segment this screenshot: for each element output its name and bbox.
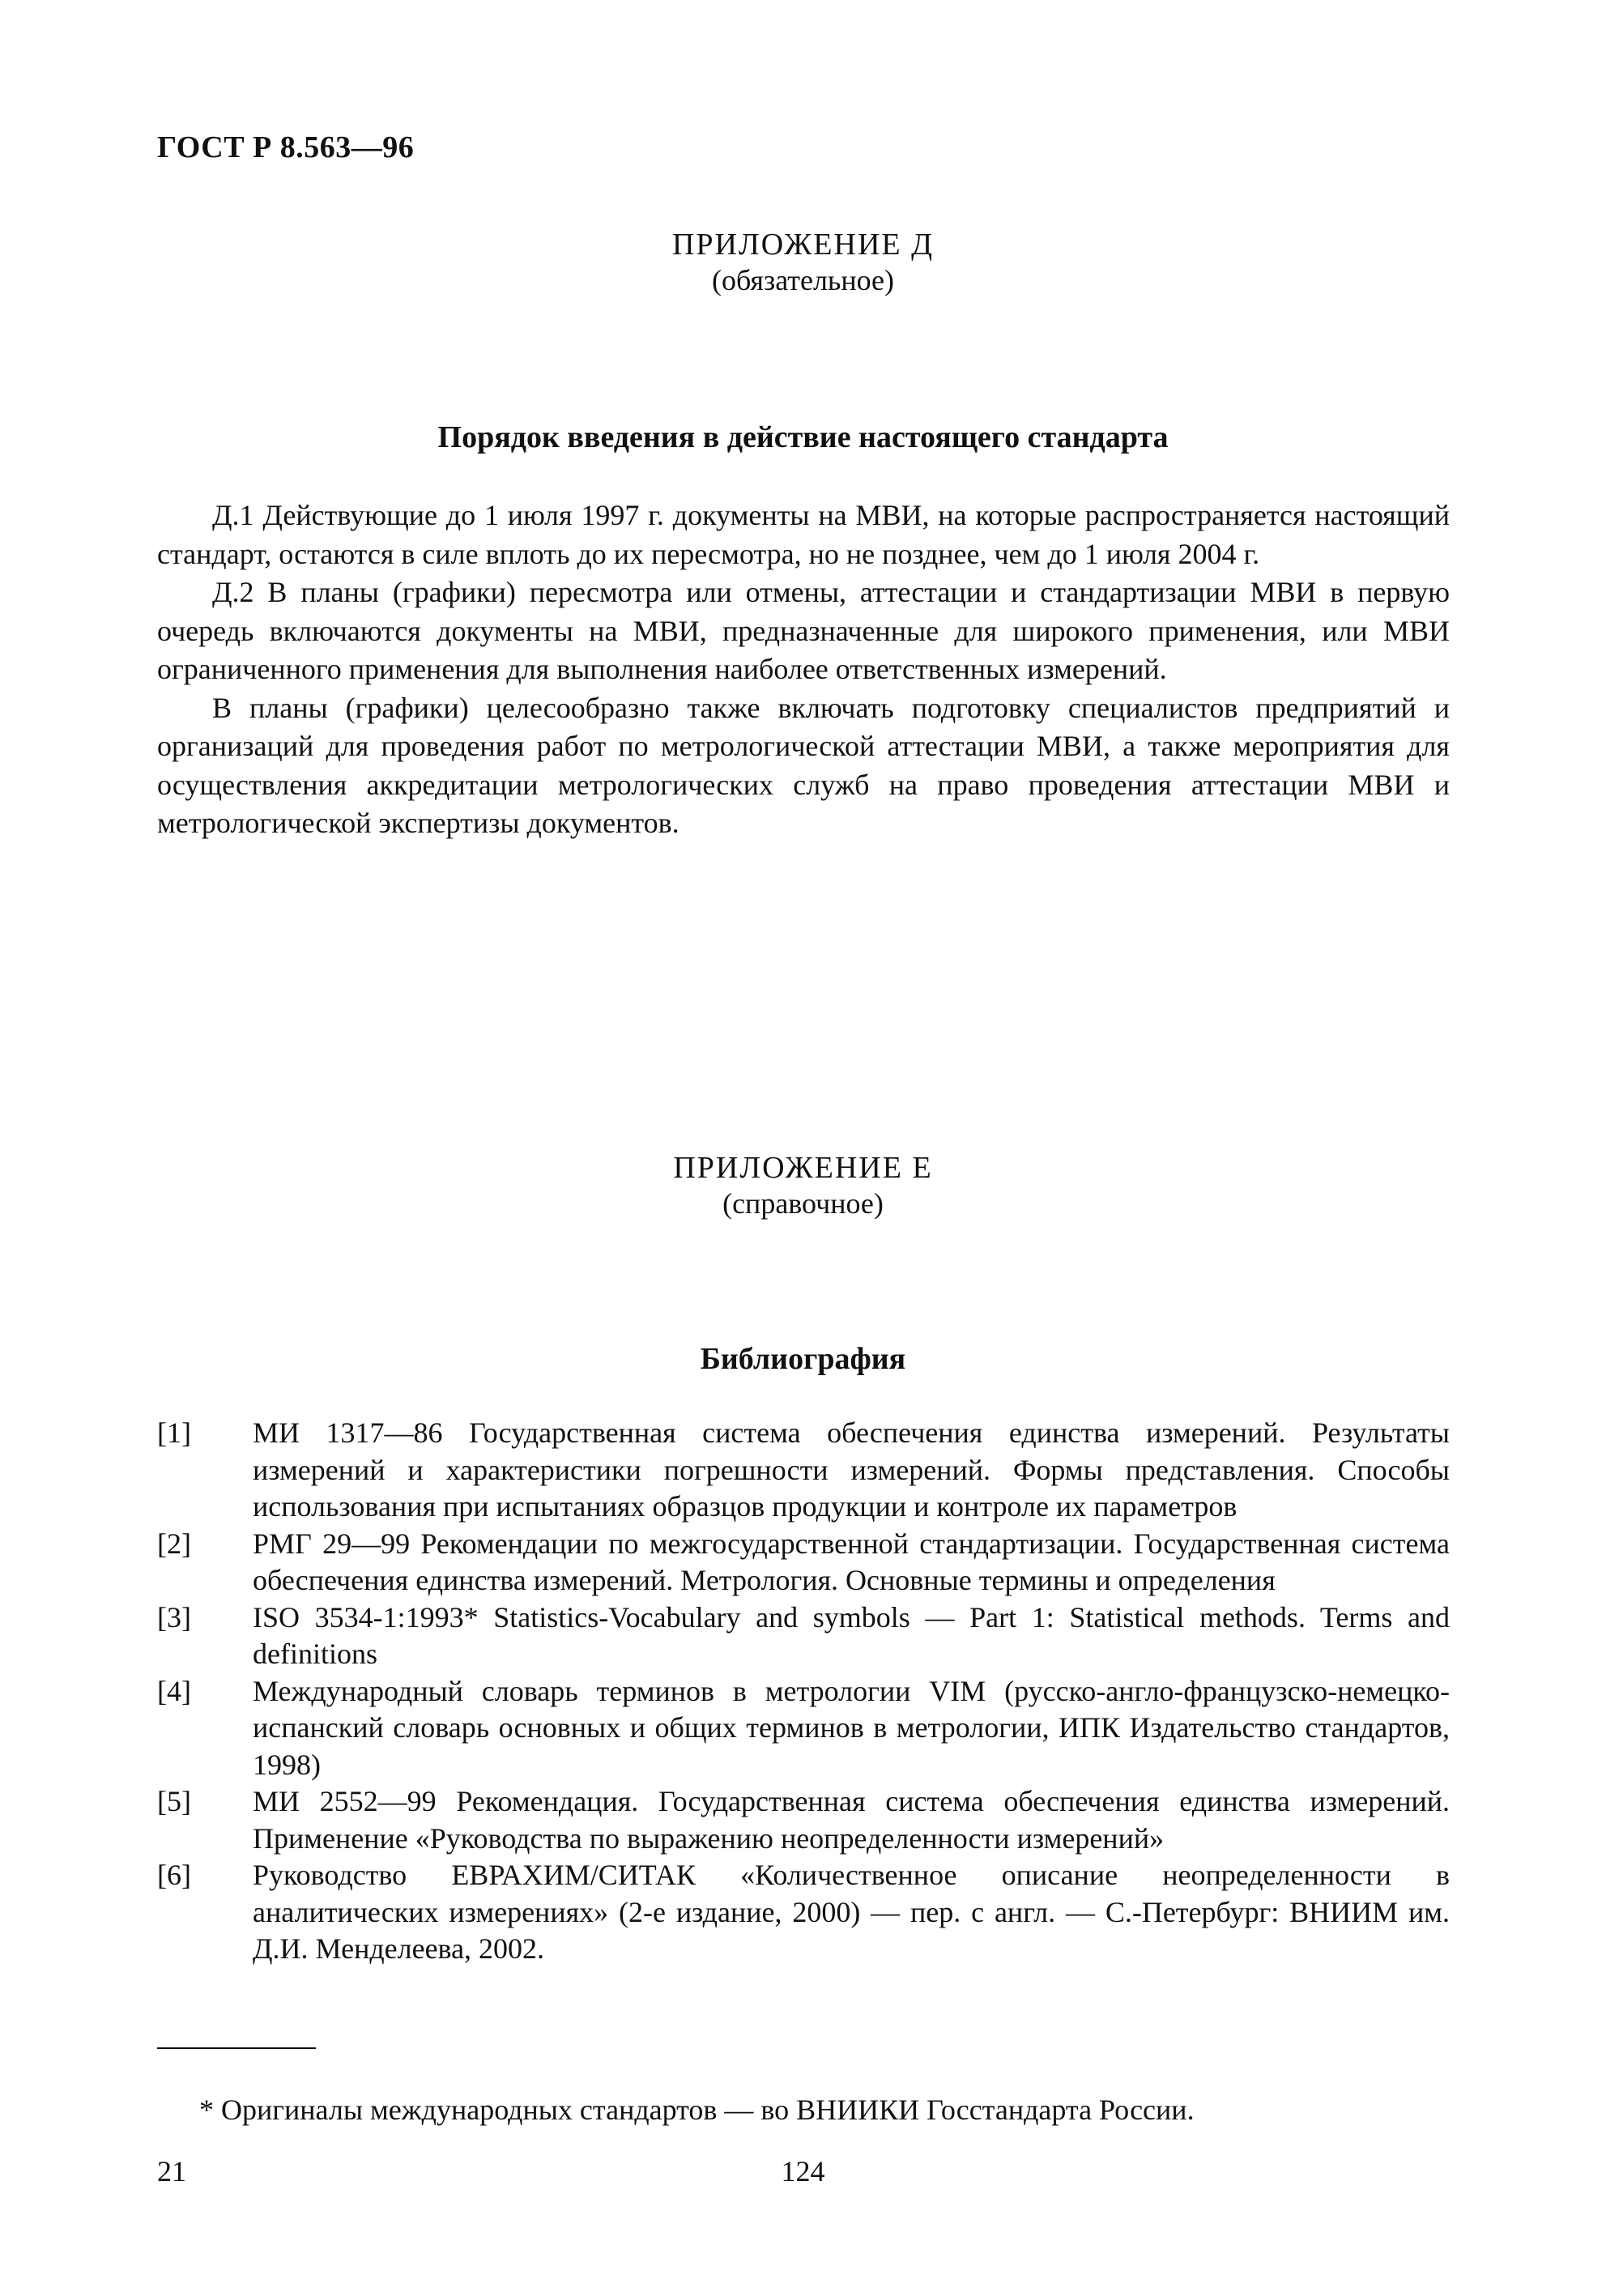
bibliography-item-number: [6] <box>157 1859 191 1891</box>
bibliography-title: Библиография <box>700 1342 906 1376</box>
bibliography-item-text: Руководство ЕВРАХИМ/СИТАК «Количественное описание неопределенности в аналитических измерениях» (2-е издание, 2000) — пер. с англ. — С.-Петербург: ВНИИМ им. Д.И. Менделеева, 2002. <box>253 1859 1450 1965</box>
page-number-left: 21 <box>157 2155 186 2187</box>
bibliography-item-number: [5] <box>157 1785 191 1817</box>
bibliography-item <box>157 1526 1450 1600</box>
annex-e-heading <box>0 1150 1606 1221</box>
bibliography-item-text: Международный словарь терминов в метрологии VIM (русско-англо-французско-немецко-испанский словарь основных и общих терминов в метрологии, ИПК Издательство стандартов, 1998) <box>253 1674 1450 1781</box>
page-number-center: 124 <box>781 2155 825 2187</box>
bibliography-item-text: ISO 3534-1:1993* Statistics-Vocabulary and symbols — Part 1: Statistical methods. Terms and definitions <box>253 1600 1450 1670</box>
annex-d-paragraph-3: В планы (графики) целесообразно также включать подготовку специалистов предприятий и организаций для проведения работ по метрологической аттестации МВИ, а также мероприятия для осуществления аккредитации метрологических служб на право проведения аттестации МВИ и метрологической экспертизы документов. <box>157 691 1450 839</box>
footnote-divider <box>157 2047 316 2049</box>
bibliography-item <box>157 1600 1450 1673</box>
annex-d-paragraph-1: Д.1 Действующие до 1 июля 1997 г. документы на МВИ, на которые распространяется настоящий стандарт, остаются в силе вплоть до их пересмотра, но не позднее, чем до 1 июля 2004 г. <box>157 499 1450 570</box>
annex-d-paragraph-2: Д.2 В планы (графики) пересмотра или отмены, аттестации и стандартизации МВИ в первую очередь включаются документы на МВИ, предназначенные для широкого применения, или МВИ ограниченного применения для выполнения наиболее ответственных измерений. <box>157 576 1450 685</box>
bibliography-item-text: РМГ 29—99 Рекомендации по межгосударственной стандартизации. Государственная система обеспечения единства измерений. Метрология. Основные термины и определения <box>253 1527 1450 1596</box>
bibliography-item-number: [1] <box>157 1416 191 1449</box>
annex-d-status: (обязательное) <box>712 264 894 296</box>
annex-d-body <box>157 496 1450 843</box>
bibliography-item <box>157 1783 1450 1857</box>
annex-d-section-title: Порядок введения в действие настоящего стандарта <box>437 420 1169 454</box>
bibliography-item-text: МИ 1317—86 Государственная система обеспечения единства измерений. Результаты измерений и характеристики погрешности измерений. Формы представления. Способы использования при испытаниях образцов продукции и контроле их параметров <box>253 1416 1450 1523</box>
annex-d-title: ПРИЛОЖЕНИЕ Д <box>671 228 935 262</box>
annex-d-heading <box>0 227 1606 298</box>
bibliography-item-number: [4] <box>157 1674 191 1707</box>
bibliography-item <box>157 1857 1450 1968</box>
bibliography-item-number: [3] <box>157 1600 191 1634</box>
footnote: * Оригиналы международных стандартов — во ВНИИКИ Госстандарта России. <box>199 2094 1195 2126</box>
document-code: ГОСТ Р 8.563—96 <box>157 130 415 164</box>
bibliography-list <box>157 1415 1450 1968</box>
annex-e-title: ПРИЛОЖЕНИЕ Е <box>673 1151 933 1185</box>
bibliography-item <box>157 1415 1450 1526</box>
bibliography-item-number: [2] <box>157 1527 191 1560</box>
bibliography-item <box>157 1673 1450 1784</box>
annex-e-status: (справочное) <box>722 1187 884 1220</box>
bibliography-item-text: МИ 2552—99 Рекомендация. Государственная система обеспечения единства измерений. Применение «Руководства по выражению неопределенности измерений» <box>253 1785 1450 1855</box>
